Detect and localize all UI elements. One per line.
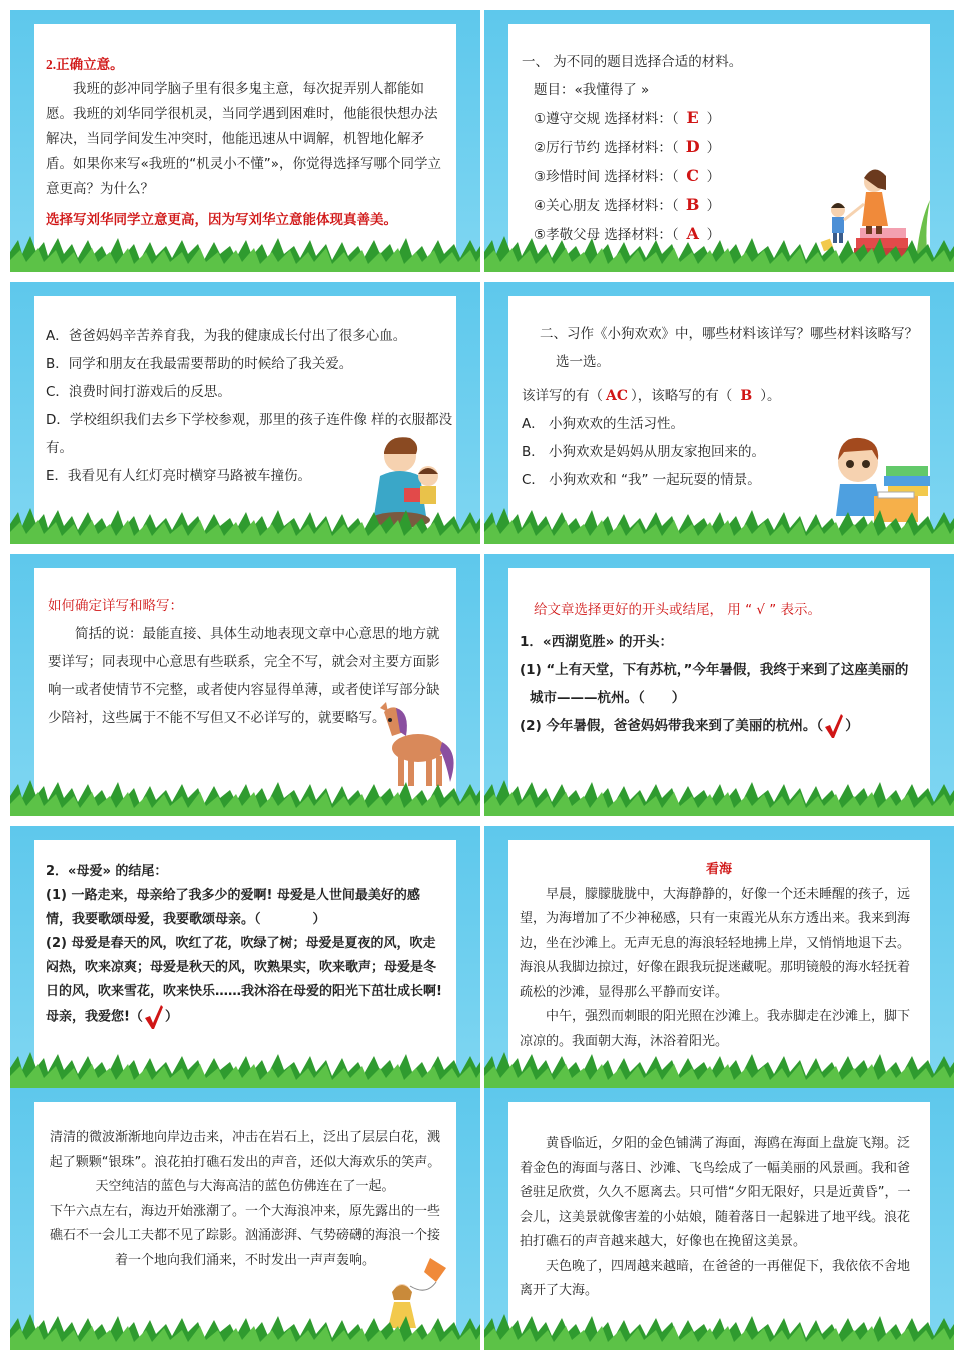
answer-line: 该详写的有（ AC ），该略写的有（ B ）。 [522, 382, 918, 410]
answer-letter: D [685, 137, 700, 156]
paragraph: 天色晚了，四周越来越暗，在爸爸的一再催促下，我依依不舍地离开了大海。 [520, 1258, 911, 1298]
slide-5 [10, 554, 480, 816]
check-mark-icon [823, 713, 845, 739]
list-item: C． 小狗欢欢和 “我” 一起玩耍的情景。 [522, 472, 761, 488]
paragraph: 中午，强烈而刺眼的阳光照在沙滩上。我赤脚走在沙滩上，脚下凉凉的。我面朝大海，沐浴着阳光。 [520, 1009, 911, 1049]
topic-line: 题目：«我懂得了 » [534, 82, 650, 98]
grass-decoration [484, 778, 954, 816]
list-item: A．爸爸妈妈辛苦养育我，为我的健康成长付出了很多心血。 [46, 328, 407, 344]
exercise-heading: 一、 为不同的题目选择合适的材料。 [522, 54, 743, 70]
list-item: ③珍惜时间 选择材料：（ C ） [534, 162, 918, 191]
list-item: B．同学和朋友在我最需要帮助的时候给了我关爱。 [46, 356, 353, 372]
slide-2 [484, 10, 954, 272]
slide-card [508, 840, 930, 1076]
grass-decoration [10, 234, 480, 272]
paragraph: 早晨，朦朦胧胧中，大海静静的，好像一个还未睡醒的孩子，远望，为海增加了不少神秘感，只有一束霞光从东方透出来。我来到海边，坐在沙滩上。无声无息的海浪轻轻地拂上岸，又悄悄地退下去。海浪从我脚边掠过，好像在跟我玩捉迷藏呢。那明镜般的海水轻抚着疏松的沙滩，显得那么平静而安详。 [520, 886, 911, 1000]
answer-letter: A [686, 224, 699, 243]
paragraph: 下午六点左右，海边开始涨潮了。一个大海浪冲来，原先露出的一些礁石不一会儿工夫都不见了踪影。汹涌澎湃、气势磅礴的海浪一个接着一个地向我们涌来，不时发出一声声轰响。 [49, 1203, 440, 1268]
slide-9 [10, 1088, 480, 1350]
list-item: A． 小狗欢欢的生活习性。 [522, 416, 685, 432]
option-1: (1) “上有天堂，下有苏杭，”今年暑假，我终于来到了这座美丽的城市———杭州。（ ） [520, 662, 909, 706]
slide-card [34, 840, 456, 1076]
list-item: ①遵守交规 选择材料：（ E ） [534, 104, 918, 133]
option-1: (1) 一路走来，母亲给了我多少的爱啊! 母爱是人世间最美好的感情，我要歌颂母爱，我要歌颂母亲。（ ） [46, 888, 420, 927]
answer-text: 选择写刘华同学立意更高，因为写刘华立意能体现真善美。 [46, 212, 397, 228]
question-label: 1．«西湖览胜» 的开头： [520, 634, 674, 650]
slide-card [508, 1102, 930, 1338]
slide-4 [484, 282, 954, 544]
detailed-answer: AC [605, 388, 628, 404]
option-2: (2) 母爱是春天的风，吹红了花，吹绿了树；母爱是夏夜的风，吹走闷热，吹来凉爽；母爱是秋天的风，吹熟果实，吹来歌声；母爱是冬日的风，吹来雪花，吹来快乐……我沐浴在母爱的阳光下茁壮成长啊! 母亲，我爱您!（ ） [46, 932, 444, 1030]
paragraph: 黄昏临近，夕阳的金色铺满了海面，海鸥在海面上盘旋飞翔。泛着金色的海面与落日、沙滩、飞鸟绘成了一幅美丽的风景画。我和爸爸驻足欣赏，久久不愿离去。只可惜“夕阳无限好，只是近黄昏”，一会儿，这美景就像害羞的小姑娘，随着落日一起躲进了地平线。浪花拍打礁石的声音越来越大，好像也在挽留这美景。 [520, 1136, 911, 1249]
answer-letter: B [685, 195, 700, 214]
grass-decoration [484, 1312, 954, 1350]
slide-card [508, 568, 930, 804]
brief-answer: B [740, 388, 753, 404]
essay-title: 看海 [705, 862, 732, 877]
list-item: ②厉行节约 选择材料：（ D ） [534, 133, 918, 162]
option-2: (2) 今年暑假，爸爸妈妈带我来到了美丽的杭州。（ ） [520, 712, 918, 740]
grass-decoration [484, 1050, 954, 1088]
grass-decoration [10, 1050, 480, 1088]
grass-decoration [10, 506, 480, 544]
check-mark-icon [143, 1004, 165, 1030]
grass-decoration [10, 1312, 480, 1350]
slide-1 [10, 10, 480, 272]
answer-letter: C [686, 166, 700, 185]
list-item: ⑤孝敬父母 选择材料：（ A ） [534, 220, 918, 249]
question-label: 2．«母爱» 的结尾： [46, 864, 168, 879]
list-item: B． 小狗欢欢是妈妈从朋友家抱回来的。 [522, 444, 766, 460]
list-item: ④关心朋友 选择材料：（ B ） [534, 191, 918, 220]
grass-decoration [484, 506, 954, 544]
list-item: E．我看见有人红灯亮时横穿马路被车撞伤。 [46, 468, 312, 484]
slide-7 [10, 826, 480, 1088]
question-text: 我班的彭冲同学脑子里有很多鬼主意，每次捉弄别人都能如愿。我班的刘华同学很机灵，当同学遇到困难时，他能很快想办法解决，当同学间发生冲突时，他能迅速从中调解，机智地化解矛盾。如果你来写«我班的“机灵小不懂”»，你觉得选择写哪个同学立意更高？为什么？ [46, 81, 442, 197]
grass-decoration [484, 234, 954, 272]
section-title: 2.正确立意。 [46, 57, 124, 72]
slide-card [34, 24, 456, 260]
list-item: C．浪费时间打游戏后的反思。 [46, 384, 231, 400]
slide-8 [484, 826, 954, 1088]
list-item: D．学校组织我们去乡下学校参观，那里的孩子连件像 样的衣服都没有。 [46, 412, 453, 456]
answer-letter: E [686, 108, 699, 127]
paragraph: 清清的微波渐渐地向岸边击来，冲击在岩石上，泛出了层层白花，溅起了颗颗“银珠”。浪花拍打礁石发出的声音，还似大海欢乐的笑声。天空纯洁的蓝色与大海高洁的蓝色仿佛连在了一起。 [49, 1130, 441, 1194]
exercise-heading: 二、习作《小狗欢欢》中，哪些材料该详写？哪些材料该略写？选一选。 [540, 326, 918, 370]
section-title: 如何确定详写和略写： [48, 598, 183, 614]
slide-6 [484, 554, 954, 816]
explanation-text: 简括的说：最能直接、具体生动地表现文章中心意思的地方就要详写；同表现中心意思有些联系，完全不写，就会对主要方面影响一或者使情节不完整，或者使内容显得单薄，或者使详写部分缺少陪衬，这些属于不能不写但又不必详写的，就要略写。 [48, 626, 440, 726]
grass-decoration [10, 778, 480, 816]
slide-10 [484, 1088, 954, 1350]
slide-3 [10, 282, 480, 544]
section-title: 给文章选择更好的开头或结尾， 用 “ √ ” 表示。 [534, 602, 822, 618]
